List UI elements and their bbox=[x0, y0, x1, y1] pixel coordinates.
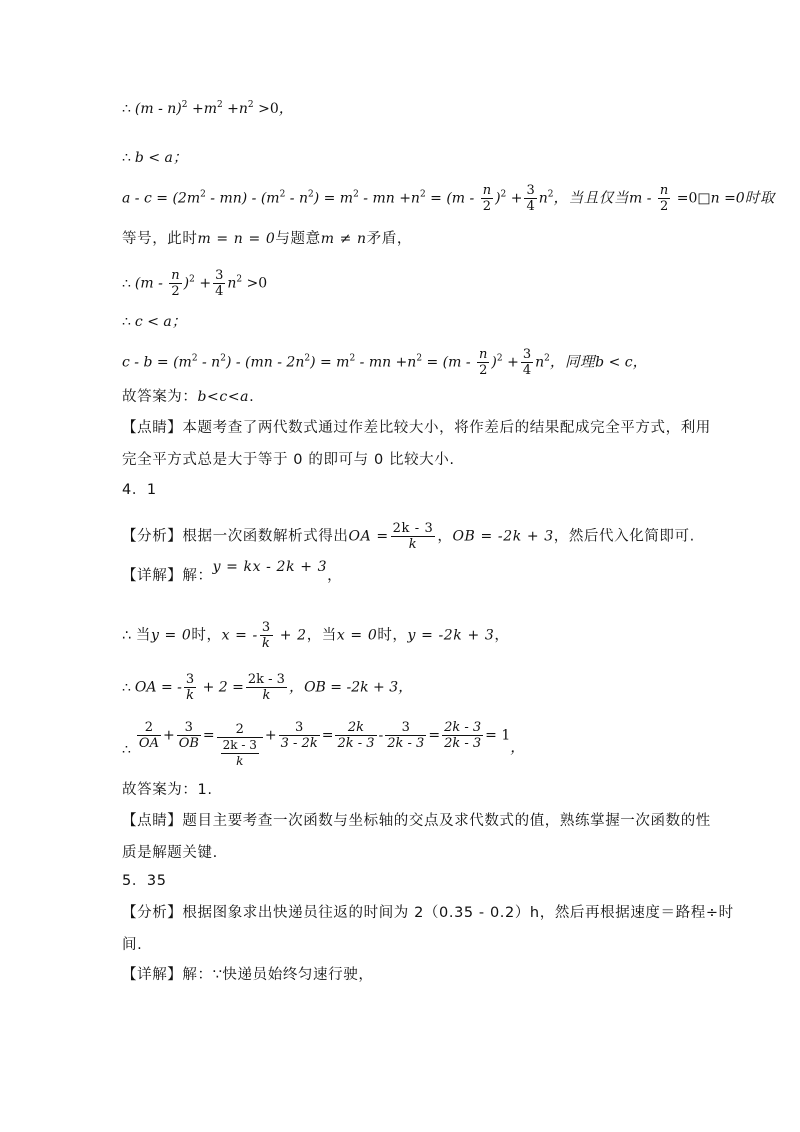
fraction: $\frac{n}{2}$ bbox=[659, 183, 669, 214]
detail-line-4-2: ∴ 当y = 0时，x = - $\frac{3}{k}$ + 2，当x = 0时，y = -2k + 3， bbox=[122, 620, 510, 651]
step-line-6: ∴ c < a； bbox=[122, 314, 187, 330]
answer-line-3: 故答案为：b<c<a. bbox=[122, 389, 255, 405]
fraction: $\frac{3}{k}$ bbox=[185, 672, 195, 703]
fraction: $\frac{3}{4}$ bbox=[526, 183, 535, 214]
fraction: $\frac{3}{2k - 3}$ bbox=[387, 720, 425, 751]
detail-line-4-3: ∴ OA = - $\frac{3}{k}$ + 2 = $\frac{2k - 3}{k}$ ，OB = -2k + 3， bbox=[122, 672, 414, 703]
fraction: $\frac{n}{2}$ bbox=[482, 183, 492, 214]
step-line-4: 等号，此时m = n = 0与题意m ≠ n矛盾， bbox=[122, 231, 412, 247]
comment-paragraph-4-line-2: 质是解题关键. bbox=[122, 845, 218, 861]
fraction: $\frac{n}{2}$ bbox=[479, 347, 488, 378]
fraction: $\frac{2k - 3}{2k - 3}$ bbox=[444, 720, 482, 751]
fraction: $\frac{2}{OA}$ bbox=[138, 720, 159, 751]
analysis-line-5-1: 【分析】根据图象求出快递员往返的时间为 2（0.35 - 0.2）h，然后再根据速度＝路程÷时 bbox=[122, 905, 734, 921]
fraction: $\frac{3}{OB}$ bbox=[178, 720, 199, 751]
fraction: $\frac{3}{4}$ bbox=[215, 268, 224, 299]
fraction: $\frac{2}{\frac{2k - 3}{k}}$ bbox=[217, 722, 263, 769]
fraction: $\frac{3}{3 - 2k}$ bbox=[280, 720, 318, 751]
fraction: $\frac{2k - 3}{k}$ bbox=[392, 521, 434, 552]
comment-paragraph-3-line-1: 【点睛】本题考查了两代数式通过作差比较大小，将作差后的结果配成完全平方式，利用 bbox=[122, 420, 711, 436]
step-line-5: ∴ (m - $\frac{n}{2}$ )$^2$ + $\frac{3}{4}$ $n^2 >0$ bbox=[122, 268, 268, 299]
comment-paragraph-4-line-1: 【点睛】题目主要考查一次函数与坐标轴的交点及求代数式的值，熟练掌握一次函数的性 bbox=[122, 813, 711, 829]
fraction: $\frac{3}{k}$ bbox=[261, 620, 271, 651]
answer-line-4: 故答案为：1. bbox=[122, 782, 213, 798]
therefore-symbol: ∴ bbox=[122, 101, 131, 117]
analysis-line-5-2: 间. bbox=[122, 937, 143, 953]
fraction: $\frac{n}{2}$ bbox=[171, 268, 180, 299]
analysis-line-4: 【分析】根据一次函数解析式得出OA = $\frac{2k - 3}{k}$ ，OB = -2k + 3，然后代入化简即可. bbox=[122, 521, 695, 552]
comment-paragraph-3-line-2: 完全平方式总是大于等于 0 的即可与 0 比较大小. bbox=[122, 452, 455, 468]
step-line-7: $c - b = (m^2 - n^2) - (mn - 2n^2) = m^2$ - mn $+n^2 = (m$ - $\frac{n}{2}$ )$^2$ + $\frac{3}{4}$ $n^2$，同理b < c， bbox=[122, 347, 648, 378]
fraction: $\frac{2k - 3}{k}$ bbox=[222, 738, 257, 768]
step-line-1: ∴ $(m - n)^2 +m^2 +n^2 >0$， bbox=[122, 100, 294, 117]
step-line-3: $a - c = (2m^2 - mn) - (m^2 - n^2) = m^2$ - mn $+n^2 = (m$ - $\frac{n}{2}$ )$^2$ + $\frac{3}{4}$ $n^2$，当且仅当m - $\frac{n}{2}$ =0□n =0时取 bbox=[122, 183, 775, 214]
question-number-5: 5．35 bbox=[122, 873, 167, 889]
detail-line-4-4: ∴ $\frac{2}{OA}$ + $\frac{3}{OB}$ = $\frac{2}{\frac{2k - 3}{k}}$ + $\frac{3}{3 - 2k}$ = $\frac{2k}{2k - 3}$ - $\frac{3}{2k - 3}$ = $\frac{2k - 3}{2k - 3}$ = 1， bbox=[122, 720, 526, 768]
fraction: $\frac{2k}{2k - 3}$ bbox=[337, 720, 375, 751]
detail-line-4-1: 【详解】解：y = kx - 2k + 3， bbox=[122, 559, 343, 584]
detail-line-5-1: 【详解】解：∵快递员始终匀速行驶， bbox=[122, 967, 374, 983]
fraction: $\frac{2k - 3}{k}$ bbox=[247, 672, 285, 703]
question-number-4: 4．1 bbox=[122, 482, 157, 498]
fraction: $\frac{3}{4}$ bbox=[522, 347, 532, 378]
step-line-2: ∴ b < a； bbox=[122, 150, 188, 166]
